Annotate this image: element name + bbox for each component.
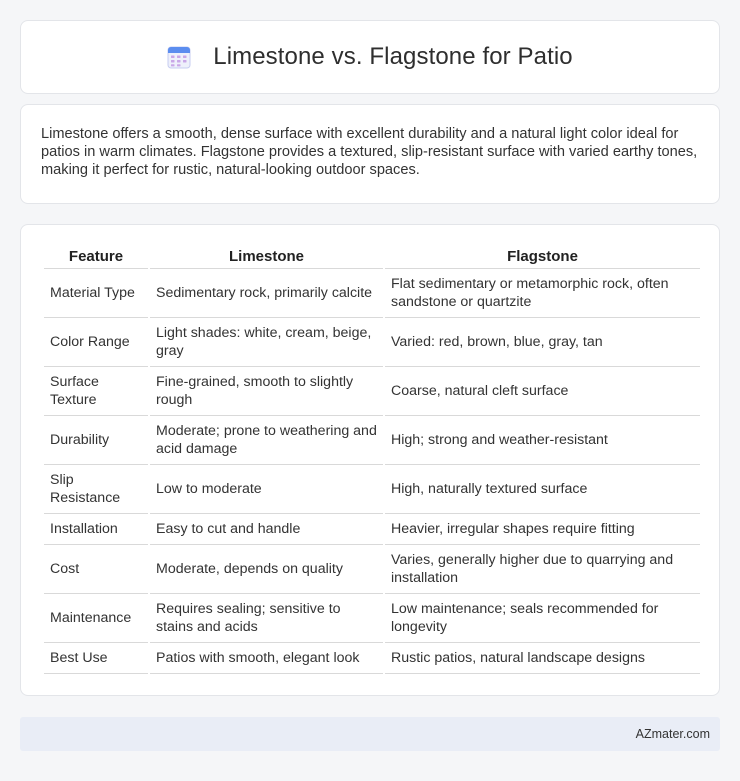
limestone-cell: Low to moderate — [150, 465, 383, 514]
feature-cell: Cost — [44, 545, 148, 594]
limestone-cell: Easy to cut and handle — [150, 514, 383, 545]
limestone-cell: Light shades: white, cream, beige, gray — [150, 318, 383, 367]
table-row — [44, 269, 700, 318]
table-row — [44, 545, 700, 594]
flagstone-cell: Low maintenance; seals recommended for longevity — [385, 594, 700, 643]
comparison-table-card — [20, 224, 720, 696]
feature-cell: Best Use — [44, 643, 148, 674]
flagstone-cell: Varied: red, brown, blue, gray, tan — [385, 318, 700, 367]
flagstone-cell: High; strong and weather-resistant — [385, 416, 700, 465]
table-row — [44, 416, 700, 465]
feature-cell: Slip Resistance — [44, 465, 148, 514]
title-wrap — [167, 43, 572, 71]
header-limestone: Limestone — [150, 247, 383, 269]
flagstone-cell: Flat sedimentary or metamorphic rock, often sandstone or quartzite — [385, 269, 700, 318]
summary-card — [20, 104, 720, 204]
flagstone-cell: Varies, generally higher due to quarrying and installation — [385, 545, 700, 594]
feature-cell: Installation — [44, 514, 148, 545]
table-row — [44, 514, 700, 545]
table-row — [44, 367, 700, 416]
feature-cell: Maintenance — [44, 594, 148, 643]
table-row — [44, 643, 700, 674]
flagstone-cell: High, naturally textured surface — [385, 465, 700, 514]
limestone-cell: Moderate; prone to weathering and acid damage — [150, 416, 383, 465]
limestone-cell: Fine-grained, smooth to slightly rough — [150, 367, 383, 416]
header-feature: Feature — [44, 247, 148, 269]
flagstone-cell: Heavier, irregular shapes require fitting — [385, 514, 700, 545]
table-row — [44, 465, 700, 514]
header-flagstone: Flagstone — [385, 247, 700, 269]
limestone-cell: Moderate, depends on quality — [150, 545, 383, 594]
table-row — [44, 318, 700, 367]
table-header-row — [44, 247, 700, 269]
feature-cell: Surface Texture — [44, 367, 148, 416]
limestone-cell: Requires sealing; sensitive to stains and acids — [150, 594, 383, 643]
flagstone-cell: Coarse, natural cleft surface — [385, 367, 700, 416]
feature-cell: Color Range — [44, 318, 148, 367]
summary-text: Limestone offers a smooth, dense surface with excellent durability and a natural light color ideal for patios in warm climates. Flagstone provides a textured, slip-resistant surface with varied earthy tones, making it perfect for rustic, natural-looking outdoor spaces. — [41, 126, 698, 178]
flagstone-cell: Rustic patios, natural landscape designs — [385, 643, 700, 674]
limestone-cell: Sedimentary rock, primarily calcite — [150, 269, 383, 318]
limestone-cell: Patios with smooth, elegant look — [150, 643, 383, 674]
comparison-table — [42, 247, 702, 674]
footer-brand[interactable]: AZmater.com — [635, 727, 710, 741]
calendar-icon — [167, 45, 191, 69]
title-card — [20, 20, 720, 94]
table-row — [44, 594, 700, 643]
page-title: Limestone vs. Flagstone for Patio — [213, 43, 573, 70]
footer-bar — [20, 717, 720, 751]
feature-cell: Durability — [44, 416, 148, 465]
feature-cell: Material Type — [44, 269, 148, 318]
